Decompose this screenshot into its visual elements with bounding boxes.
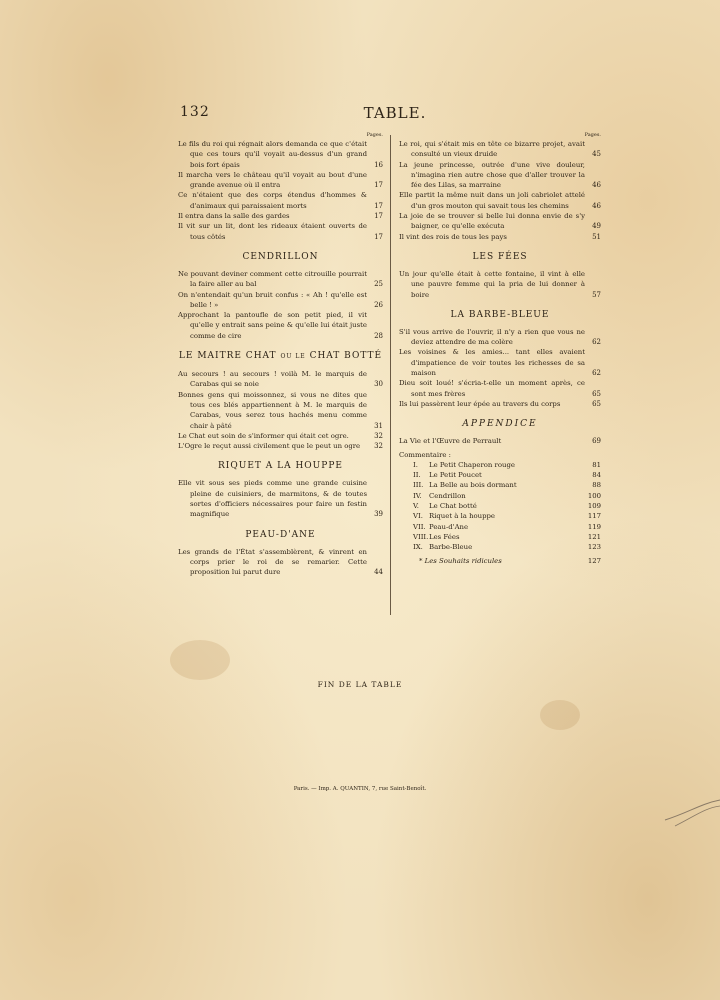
page-ref: 32 bbox=[374, 442, 383, 451]
toc-entry: Au secours ! au secours ! voilà M. le marquis de Carabas qui se noie 30 bbox=[178, 370, 383, 389]
page-ref: 16 bbox=[374, 160, 383, 169]
page-ref: 127 bbox=[587, 556, 601, 565]
commentaire-item: VI. Riquet à la houppe 117 bbox=[413, 512, 601, 521]
section-title-chat-botte: LE MAITRE CHAT OU LE CHAT BOTTÉ bbox=[178, 351, 383, 362]
toc-entry: Dieu soit loué! s'écria-t-elle un moment après, ce sont mes frères 65 bbox=[399, 379, 601, 398]
toc-entry: Il vint des rois de tous les pays 51 bbox=[399, 232, 601, 241]
toc-entry: Un jour qu'elle était à cette fontaine, il vint à elle une pauvre femme qui la pria de lui donner à boire 57 bbox=[399, 269, 601, 299]
page-ref: 25 bbox=[374, 280, 383, 289]
page-ref: 26 bbox=[374, 300, 383, 309]
toc-entry: Ce n'étaient que des corps étendus d'hommes & d'animaux qui paraissaient morts 17 bbox=[178, 191, 383, 210]
section-title-appendice: APPENDICE bbox=[462, 419, 538, 430]
toc-entry: Il vit sur un lit, dont les rideaux étaient ouverts de tous côtés 17 bbox=[178, 222, 383, 241]
toc-entry: Les grands de l'État s'assemblèrent, & vinrent en corps prier le roi de se remarier. Cette proposition lui parut dure 44 bbox=[178, 547, 383, 577]
page-ref: 39 bbox=[374, 510, 383, 519]
page-ref: 84 bbox=[592, 471, 601, 480]
page-ref: 57 bbox=[592, 290, 601, 299]
page-ref: 31 bbox=[374, 421, 383, 430]
toc-entry: Elle vit sous ses pieds comme une grande cuisine pleine de cuisiniers, de marmitons, & de toutes sortes d'officiers nécessaires pour faire un festin magnifique 39 bbox=[178, 479, 383, 519]
page-ref: 30 bbox=[374, 380, 383, 389]
page-ref: 45 bbox=[592, 150, 601, 159]
page-ref: 28 bbox=[374, 331, 383, 340]
section-title-barbe-bleue: LA BARBE-BLEUE bbox=[450, 309, 550, 320]
page-ref: 17 bbox=[374, 212, 383, 221]
page-ref: 51 bbox=[592, 232, 601, 241]
page-ref: 62 bbox=[592, 369, 601, 378]
page-ref: 44 bbox=[374, 568, 383, 577]
paper-stain bbox=[540, 700, 580, 730]
toc-entry: On n'entendait qu'un bruit confus : « Ah ! qu'elle est belle ! » 26 bbox=[178, 290, 383, 309]
toc-entry: Le fils du roi qui régnait alors demanda ce que c'était que ces tours qu'il voyait au-dessus d'un grand bois fort épais 16 bbox=[178, 140, 383, 169]
page-ref: 17 bbox=[374, 201, 383, 210]
toc-entry: Approchant la pantoufle de son petit pied, il vit qu'elle y entrait sans peine & qu'elle lui était juste comme de cire 28 bbox=[178, 311, 383, 340]
page-ref: 88 bbox=[592, 481, 601, 490]
section-title-peau-dane: PEAU-D'ANE bbox=[245, 529, 316, 540]
page-number: 132 bbox=[180, 104, 210, 120]
pages-label: Pages. bbox=[584, 132, 601, 138]
page-ref: 62 bbox=[592, 338, 601, 347]
toc-entry: Ils lui passèrent leur épée au travers du corps 65 bbox=[399, 399, 601, 408]
page-ref: 121 bbox=[587, 532, 601, 541]
page-ref: 117 bbox=[587, 512, 601, 521]
commentaire-item: II. Le Petit Poucet 84 bbox=[413, 471, 601, 480]
toc-entry: Le roi, qui s'était mis en tête ce bizarre projet, avait consulté un vieux druide 45 bbox=[399, 140, 601, 159]
page-ref: 123 bbox=[587, 543, 601, 552]
commentaire-item: III. La Belle au bois dormant 88 bbox=[413, 481, 601, 490]
page-ref: 65 bbox=[592, 399, 601, 408]
toc-entry: Bonnes gens qui moissonnez, si vous ne dites que tous ces blés appartiennent à M. le marquis de Carabas, vous serez tous hachés menu comme chair à pâté 31 bbox=[178, 390, 383, 430]
printer-imprint: Paris. — Imp. A. QUANTIN, 7, rue Saint-Benoît. bbox=[293, 786, 427, 792]
toc-entry: Il entra dans la salle des gardes 17 bbox=[178, 212, 383, 221]
page-ref: 69 bbox=[592, 437, 601, 446]
toc-entry-souhaits: * Les Souhaits ridicules 127 bbox=[419, 556, 601, 565]
section-title-fees: LES FÉES bbox=[472, 251, 528, 262]
page-title: TABLE. bbox=[363, 104, 427, 122]
page-ref: 17 bbox=[374, 232, 383, 241]
toc-entry: Le Chat eut soin de s'informer qui était cet ogre. 32 bbox=[178, 431, 383, 440]
commentaire-item: VIII.Les Fées 121 bbox=[413, 532, 601, 541]
page-ref: 119 bbox=[587, 522, 601, 531]
toc-entry-vie-oeuvre: La Vie et l'Œuvre de Perrault 69 bbox=[399, 437, 601, 446]
page-ref: 81 bbox=[592, 460, 601, 469]
page-ref: 32 bbox=[374, 431, 383, 440]
pages-label: Pages. bbox=[366, 132, 383, 138]
commentaire-item: I. Le Petit Chaperon rouge 81 bbox=[413, 460, 601, 469]
commentaire-item: V. Le Chat botté 109 bbox=[413, 502, 601, 511]
end-of-table: FIN DE LA TABLE bbox=[317, 680, 403, 689]
paper-stain bbox=[170, 640, 230, 680]
toc-entry: La jeune princesse, outrée d'une vive douleur, n'imagina rien autre chose que d'aller trouver la fée des Lilas, sa marraine 46 bbox=[399, 160, 601, 190]
toc-entry: Les voisines & les amies... tant elles avaient d'impatience de voir toutes les richesses de sa maison 62 bbox=[399, 348, 601, 378]
left-column bbox=[178, 132, 383, 578]
right-column bbox=[399, 132, 601, 566]
page-ref: 49 bbox=[592, 222, 601, 231]
toc-entry: Il marcha vers le château qu'il voyait au bout d'une grande avenue où il entra 17 bbox=[178, 170, 383, 190]
page-ref: 17 bbox=[374, 181, 383, 190]
page-ref: 65 bbox=[592, 389, 601, 398]
section-title-riquet: RIQUET A LA HOUPPE bbox=[218, 461, 343, 472]
commentaire-label: Commentaire : bbox=[399, 450, 451, 459]
page-ref: 109 bbox=[587, 502, 601, 511]
toc-entry: L'Ogre le reçut aussi civilement que le peut un ogre 32 bbox=[178, 442, 383, 451]
page-ref: 46 bbox=[592, 201, 601, 210]
toc-entry: Elle partit la même nuit dans un joli cabriolet attelé d'un gros mouton qui savait tous les chemins 46 bbox=[399, 191, 601, 210]
commentaire-item: VII. Peau-d'Ane 119 bbox=[413, 522, 601, 531]
toc-entry: S'il vous arrive de l'ouvrir, il n'y a rien que vous ne deviez attendre de ma colère 62 bbox=[399, 327, 601, 347]
page-ref: 46 bbox=[592, 181, 601, 190]
page-header bbox=[180, 104, 610, 128]
commentaire-item: IV. Cendrillon 100 bbox=[413, 491, 601, 500]
loose-thread-decoration bbox=[660, 790, 720, 830]
page-ref: 100 bbox=[587, 491, 601, 500]
commentaire-item: IX. Barbe-Bleue 123 bbox=[413, 543, 601, 552]
column-divider bbox=[390, 135, 391, 615]
toc-entry: Ne pouvant deviner comment cette citrouille pourrait la faire aller au bal 25 bbox=[178, 269, 383, 289]
section-title-cendrillon: CENDRILLON bbox=[242, 251, 319, 262]
toc-entry: La joie de se trouver si belle lui donna envie de s'y baigner, ce qu'elle exécuta 49 bbox=[399, 212, 601, 231]
